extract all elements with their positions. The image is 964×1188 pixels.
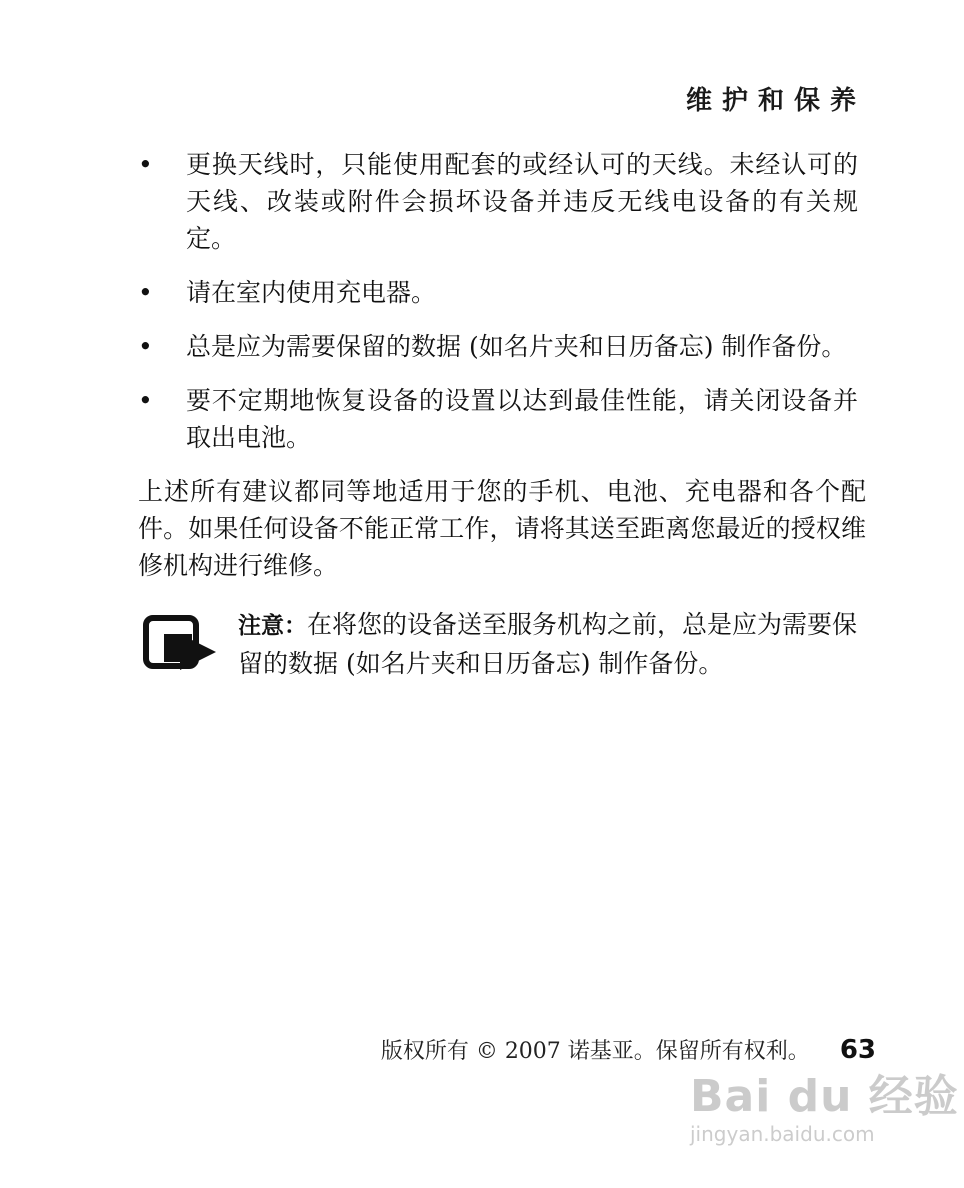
watermark xyxy=(690,1060,959,1160)
main-content xyxy=(138,146,868,683)
list-item xyxy=(138,274,858,311)
bullet-dot: • xyxy=(138,332,153,361)
note-text: 在将您的设备送至服务机构之前，总是应为需要保留的数据 (如名片夹和日历备忘) 制作备份。 xyxy=(238,610,858,678)
bullet-list xyxy=(138,146,868,456)
list-item xyxy=(138,146,858,257)
bullet-dot: • xyxy=(138,150,153,179)
list-item xyxy=(138,382,858,456)
note-block xyxy=(138,606,858,683)
list-item-text: 要不定期地恢复设备的设置以达到最佳性能，请关闭设备并取出电池。 xyxy=(186,386,858,452)
bullet-dot: • xyxy=(138,278,153,307)
watermark-logo: Bai du 经验 xyxy=(690,1071,959,1122)
page-header-title: 维护和保养 xyxy=(685,86,866,116)
list-item-text: 更换天线时，只能使用配套的或经认可的天线。未经认可的天线、改装或附件会损坏设备并违反无线电设备的有关规定。 xyxy=(186,150,858,253)
list-item xyxy=(138,328,858,365)
watermark-url: jingyan.baidu.com xyxy=(690,1122,875,1146)
list-item-text: 总是应为需要保留的数据 (如名片夹和日历备忘) 制作备份。 xyxy=(186,332,847,361)
note-icon xyxy=(142,614,216,674)
note-label: 注意： xyxy=(238,613,307,639)
list-item-text: 请在室内使用充电器。 xyxy=(186,278,437,307)
body-paragraph: 上述所有建议都同等地适用于您的手机、电池、充电器和各个配件。如果任何设备不能正常工作，请将其送至距离您最近的授权维修机构进行维修。 xyxy=(138,477,866,580)
copyright-text: 版权所有 © 2007 诺基亚。保留所有权利。 xyxy=(380,1039,810,1064)
bullet-dot: • xyxy=(138,386,153,415)
page-number: 63 xyxy=(839,1035,876,1065)
